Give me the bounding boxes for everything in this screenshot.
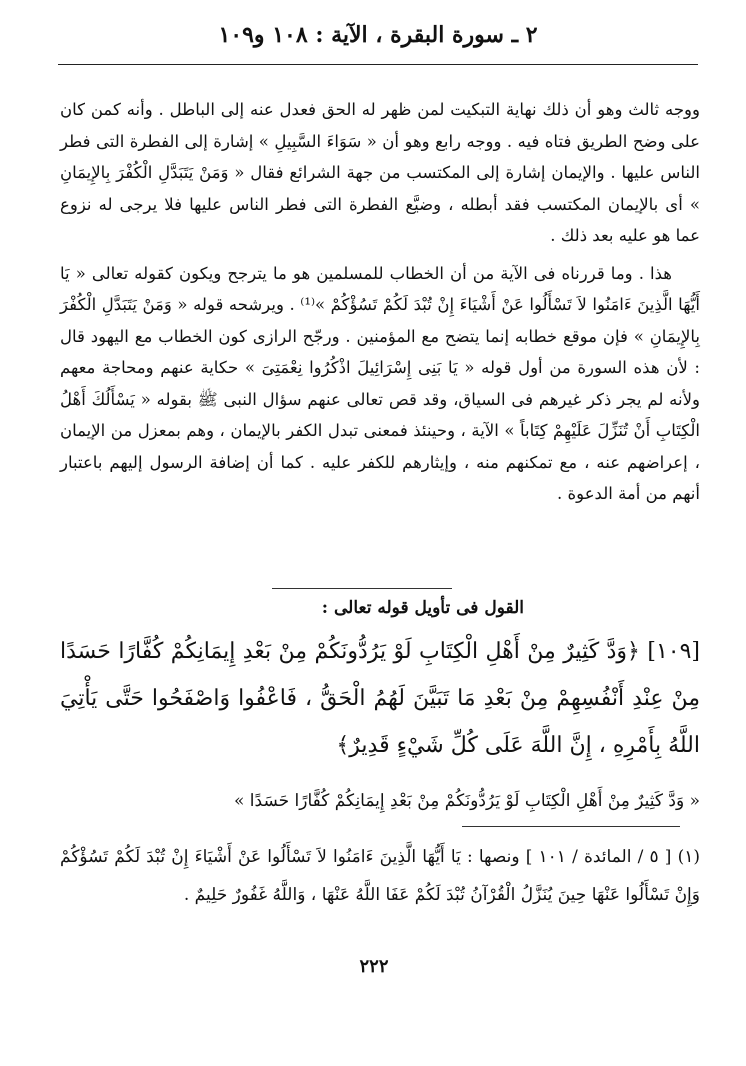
verse-quote: « وَدَّ كَثِيرٌ مِنْ أَهْلِ الْكِتَابِ لَوْ يَرُدُّونَكُمْ مِنْ بَعْدِ إِيمَانِكُمْ كُفَّارًا حَسَدًا » — [234, 791, 700, 811]
section-heading-text: القول فى تأويل قوله تعالى : — [321, 598, 524, 618]
footnote: (١) [ ٥ / المائدة / ١٠١ ] ونصها : يَا أَيُّهَا الَّذِينَ ءَامَنُوا لاَ تَسْأَلُوا عَنْ أَشْيَاءَ إِنْ تُبْدَ لَكُمْ تَسُؤْكُمْ وَإِنْ تَسْأَلُوا عَنْهَا حِينَ يُنَزَّلُ الْقُرْآنُ تُبْدَ لَكُمْ عَفَا اللَّهُ عَنْهَا ، وَاللَّهُ غَفُورٌ حَلِيمٌ . — [60, 847, 701, 905]
header-title: ٢ ـ سورة البقرة ، الآية : ١٠٨ و١٠٩ — [218, 22, 538, 48]
running-header — [58, 18, 698, 66]
header-divider — [58, 64, 698, 65]
quran-verse — [60, 628, 700, 769]
page-number: ٢٢٢ — [359, 956, 389, 977]
section-heading — [60, 598, 700, 618]
section-divider — [272, 588, 452, 589]
footnote-divider — [462, 826, 680, 827]
verse-number: [١٠٩] — [647, 639, 700, 664]
commentary-text — [60, 94, 700, 510]
paragraph-1: ووجه ثالث وهو أن ذلك نهاية التبكيت لمن ظهر له الحق فعدل عنه إلى الباطل . وأنه كمن كان على وضح الطريق فتاه فيه . ووجه رابع وهو أن « سَوَاءَ السَّبِيلِ » إشارة إلى الفطرة التى فطر الناس عليها . والإيمان إشارة إلى المكتسب من جهة الشرائع فقال « وَمَنْ يَتَبَدَّلِ الْكُفْرَ بِالإِيمَانِ » أى بالإيمان المكتسب فقد أبطله ، وضيَّع الفطرة التى فطر الناس عليها فلا يرجى له نزوع عما هو عليه بعد ذلك . — [60, 100, 700, 245]
paragraph-2: هذا . وما قررناه فى الآية من أن الخطاب للمسلمين هو ما يترجح ويكون كقوله تعالى « يَا أَيُّهَا الَّذِينَ ءَامَنُوا لاَ تَسْأَلُوا عَنْ أَشْيَاءَ إِنْ تُبْدَ لَكُمْ تَسُؤْكُمْ »⁽¹⁾ . ويرشحه قوله « وَمَنْ يَتَبَدَّلِ الْكُفْرَ بِالإِيمَانِ » فإن موقع خطابه إنما يتضح مع المؤمنين . ورجّح الرازى كون الخطاب مع اليهود قال : لأن هذه السورة من أول قوله « يَا بَنِى إِسْرَائِيلَ اذْكُرُوا نِعْمَتِىَ » حكاية عنهم ومحاجة معهم ولأنه لم يجر ذكر غيرهم فى السياق، وقد قص تعالى عنهم سؤال النبى ﷺ بقوله « يَسْأَلُكَ أَهْلُ الْكِتَابِ أَنْ تُنَزِّلَ عَلَيْهِمْ كِتَاباً » الآية ، وحينئذ فمعنى تبدل الكفر بالإيمان ، وهم بمعزل من الإيمان ، إعراضهم عنه ، مع تمكنهم منه ، وإيثارهم للكفر عليه . كما أن إضافة الرسول إليهم باعتبار أنهم من أمة الدعوة . — [60, 263, 700, 503]
verse-text: ﴿وَدَّ كَثِيرٌ مِنْ أَهْلِ الْكِتَابِ لَوْ يَرُدُّونَكُمْ مِنْ بَعْدِ إِيمَانِكُمْ كُفَّارًا حَسَدًا مِنْ عِنْدِ أَنْفُسِهِمْ مِنْ بَعْدِ مَا تَبَيَّنَ لَهُمُ الْحَقُّ ، فَاعْفُوا وَاصْفَحُوا حَتَّى يَأْتِيَ اللَّهُ بِأَمْرِهِ ، إِنَّ اللَّهَ عَلَى كُلِّ شَيْءٍ قَدِيرٌ﴾ — [60, 639, 700, 758]
